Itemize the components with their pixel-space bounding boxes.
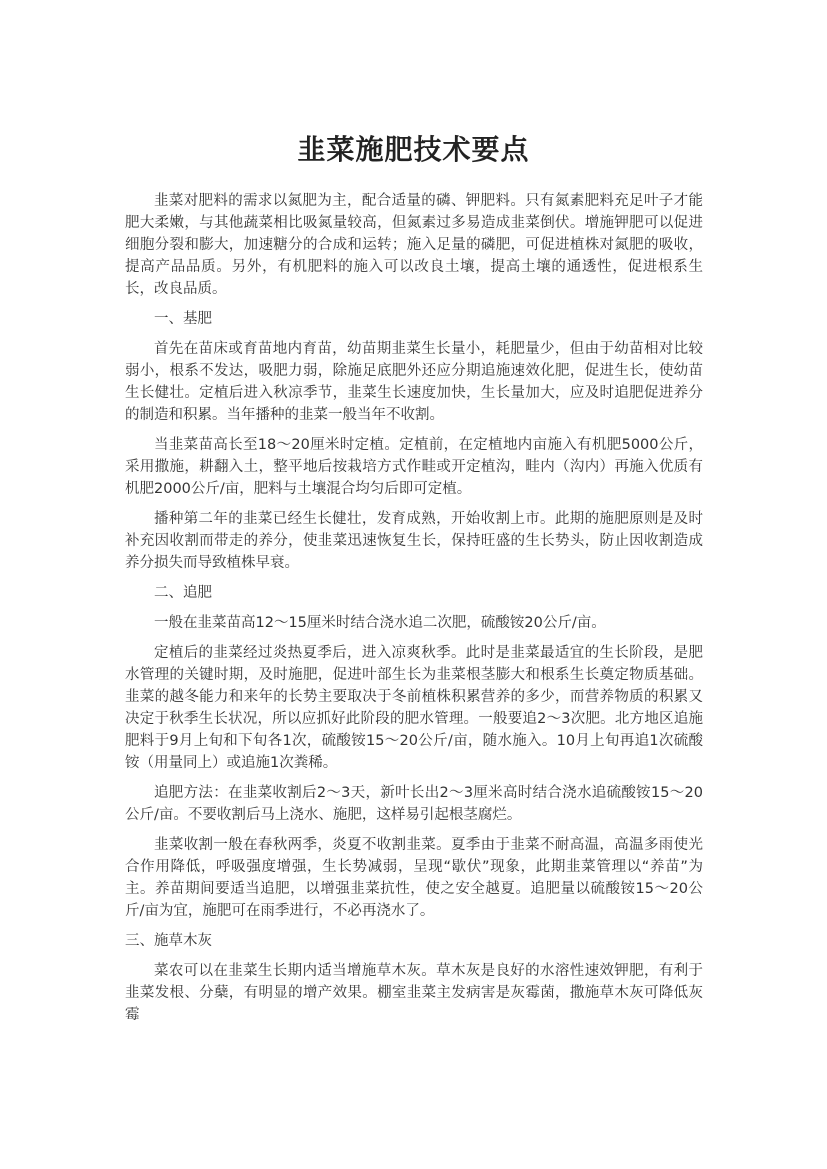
section-heading: 三、施草木灰 xyxy=(125,933,212,949)
page-title: 韭菜施肥技术要点 xyxy=(297,133,530,166)
body-paragraph: 菜农可以在韭菜生长期内适当增施草木灰。草木灰是良好的水溶性速效钾肥，有利于韭菜发根、分蘖，有明显的增产效果。棚室韭菜主发病害是灰霉菌，撒施草木灰可降低灰霉 xyxy=(125,963,703,1023)
body-paragraph: 定植后的韭菜经过炎热夏季后，进入凉爽秋季。此时是韭菜最适宜的生长阶段，是肥水管理的关键时期，及时施肥，促进叶部生长为韭菜根茎膨大和根系生长奠定物质基础。韭菜的越冬能力和来年的长势主要取决于冬前植株积累营养的多少，而营养物质的积累又决定于秋季生长状况，所以应抓好此阶段的肥水管理。一般要追2～3次肥。北方地区追施肥料于9月上旬和下旬各1次，硫酸铵15～20公斤/亩，随水施入。10月上旬再追1次硫酸铵（用量同上）或追施1次粪稀。 xyxy=(125,645,703,771)
body-paragraph: 一般在韭菜苗高12～15厘米时结合浇水追二次肥，硫酸铵20公斤/亩。 xyxy=(154,615,606,631)
body-paragraph: 当韭菜苗高长至18～20厘米时定植。定植前，在定植地内亩施入有机肥5000公斤，采用撒施，耕翻入土，整平地后按栽培方式作畦或开定植沟，畦内（沟内）再施入优质有机肥2000公斤/亩，肥料与土壤混合均匀后即可定植。 xyxy=(125,437,703,497)
body-paragraph: 韭菜收割一般在春秋两季，炎夏不收割韭菜。夏季由于韭菜不耐高温，高温多雨使光合作用降低，呼吸强度增强，生长势减弱，呈现“歇伏”现象，此期韭菜管理以“养苗”为主。养苗期间要适当追肥，以增强韭菜抗性，使之安全越夏。追肥量以硫酸铵15～20公斤/亩为宜，施肥可在雨季进行，不必再浇水了。 xyxy=(125,837,703,919)
section-heading: 一、基肥 xyxy=(154,311,212,327)
body-paragraph: 追肥方法：在韭菜收割后2～3天，新叶长出2～3厘米高时结合浇水追硫酸铵15～20公斤/亩。不要收割后马上浇水、施肥，这样易引起根茎腐烂。 xyxy=(125,785,703,823)
document-body xyxy=(125,190,703,1034)
body-paragraph: 韭菜对肥料的需求以氮肥为主，配合适量的磷、钾肥料。只有氮素肥料充足叶子才能肥大柔嫩，与其他蔬菜相比吸氮量较高，但氮素过多易造成韭菜倒伏。增施钾肥可以促进细胞分裂和膨大，加速糖分的合成和运转；施入足量的磷肥，可促进植株对氮肥的吸收，提高产品品质。另外，有机肥料的施入可以改良土壤，提高土壤的通透性，促进根系生长，改良品质。 xyxy=(125,193,703,297)
section-heading: 二、追肥 xyxy=(154,585,212,601)
body-paragraph: 播种第二年的韭菜已经生长健壮，发育成熟，开始收割上市。此期的施肥原则是及时补充因收割而带走的养分，使韭菜迅速恢复生长，保持旺盛的生长势头，防止因收割造成养分损失而导致植株早衰。 xyxy=(125,511,703,571)
body-paragraph: 首先在苗床或育苗地内育苗，幼苗期韭菜生长量小，耗肥量少，但由于幼苗相对比较弱小，根系不发达，吸肥力弱，除施足底肥外还应分期追施速效化肥，促进生长，使幼苗生长健壮。定植后进入秋凉季节，韭菜生长速度加快，生长量加大，应及时追肥促进养分的制造和积累。当年播种的韭菜一般当年不收割。 xyxy=(125,341,703,423)
